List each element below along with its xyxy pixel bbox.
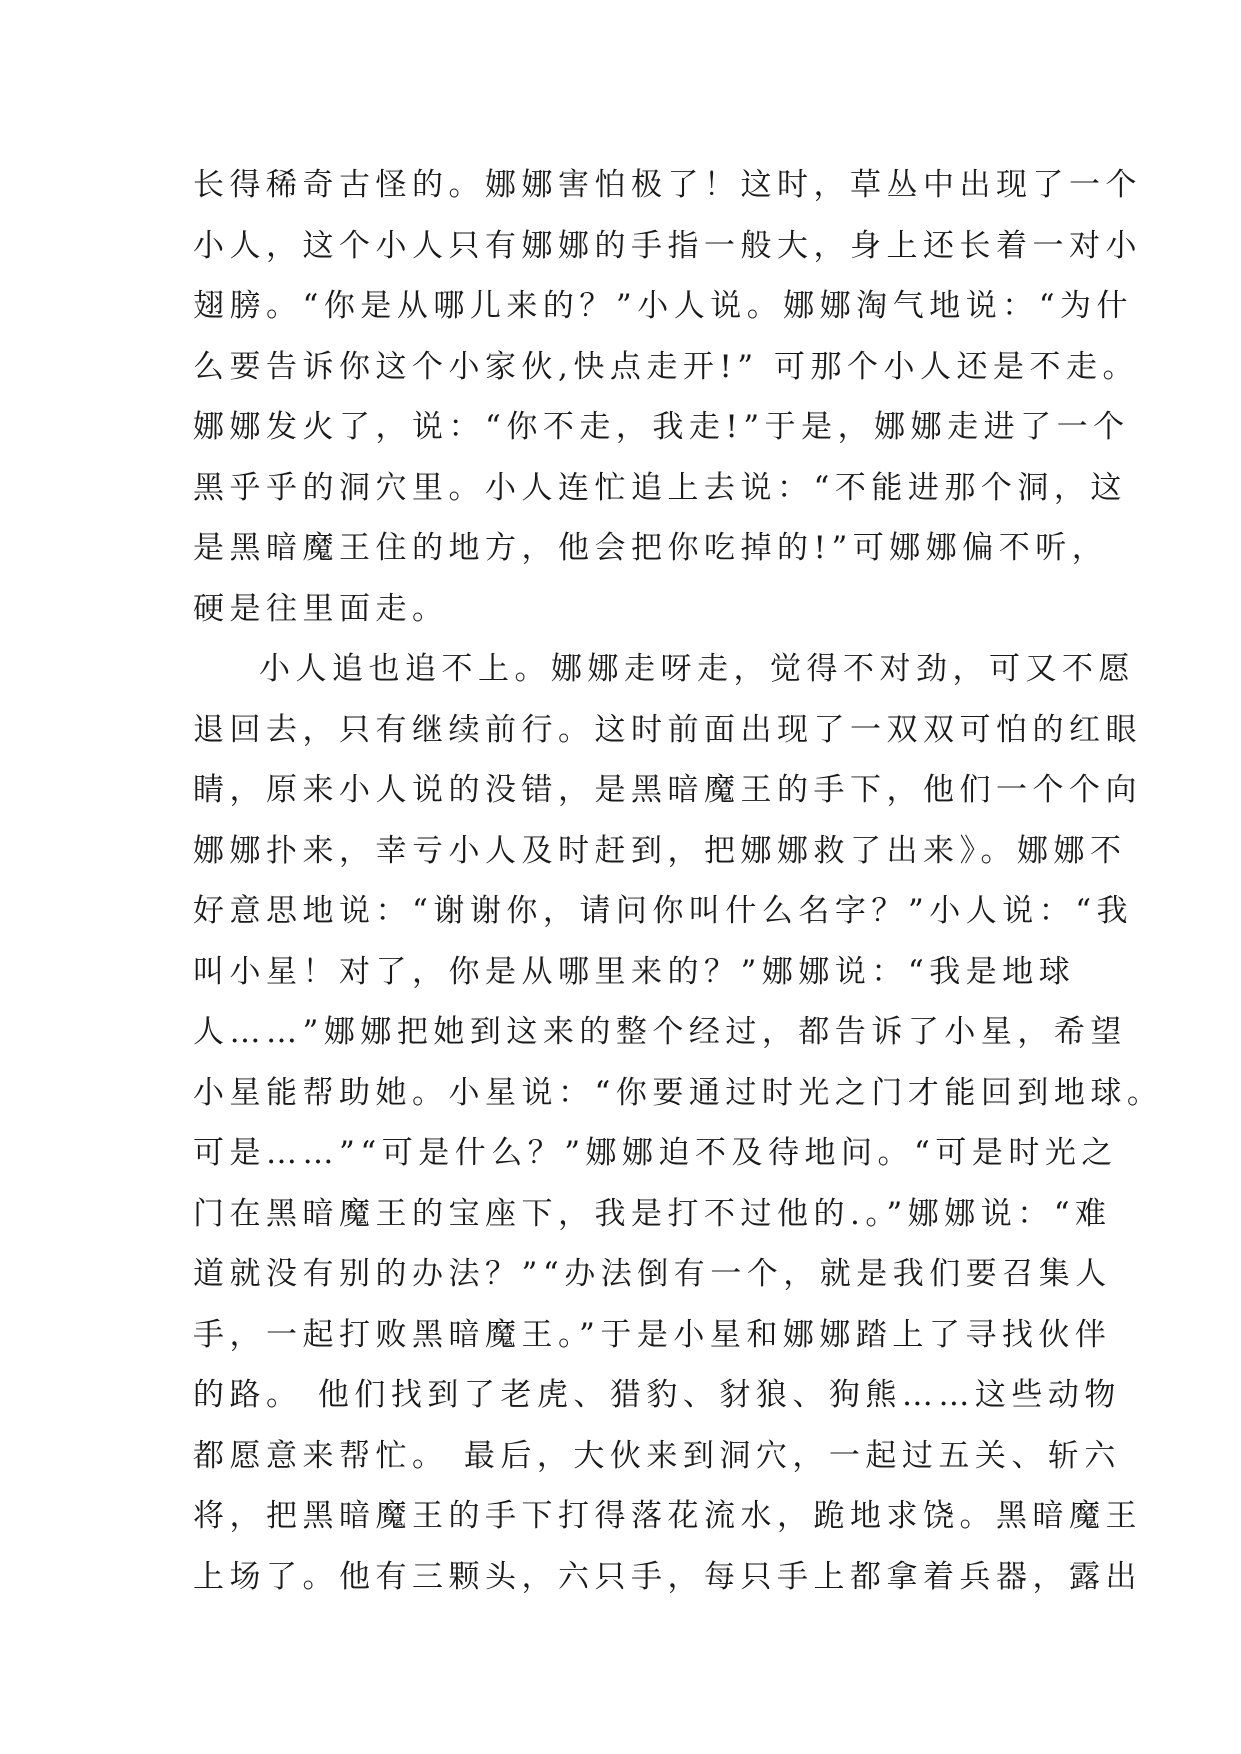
text-line: 硬是往里面走。 [193,590,449,627]
text-line: 门在黑暗魔王的宝座下，我是打不过他的.。”娜娜说：“难 [193,1195,1112,1232]
text-line: 道就没有别的办法？”“办法倒有一个，就是我们要召集人 [193,1256,1112,1292]
paragraph-2 [193,639,1164,1607]
text-line: 小人追也追不上。娜娜走呀走，觉得不对劲，可又不愿 [259,651,1135,687]
text-line: 娜娜扑来，幸亏小人及时赶到，把娜娜救了出来》。娜娜不 [193,832,1127,869]
text-line: 的路。 他们找到了老虎、猎豹、豺狼、狗熊……这些动物 [193,1377,1121,1413]
text-line: 手，一起打败黑暗魔王。”于是小星和娜娜踏上了寻找伙伴 [193,1316,1112,1353]
text-line: 可是……”“可是什么？”娜娜迫不及待地问。“可是时光之 [193,1135,1118,1171]
text-line: 将，把黑暗魔王的手下打得落花流水，跪地求饶。黑暗魔王 [193,1498,1142,1534]
text-line: 退回去，只有继续前行。这时前面出现了一双双可怕的红眼 [193,711,1142,748]
text-line: 翅膀。“你是从哪儿来的？”小人说。娜娜淘气地说：“为什 [193,288,1134,324]
text-line: 是黑暗魔王住的地方，他会把你吃掉的!”可娜娜偏不听， [193,530,1109,566]
paragraph-1 [193,155,1142,639]
text-line: 小人，这个小人只有娜娜的手指一般大，身上还长着一对小 [193,227,1142,264]
text-line: 好意思地说：“谢谢你，请问你叫什么名字？”小人说：“我 [193,893,1134,929]
text-line: 娜娜发火了，说：“你不走，我走!”于是，娜娜走进了一个 [193,409,1130,445]
text-line: 黑乎乎的洞穴里。小人连忙追上去说：“不能进那个洞，这 [193,469,1127,506]
text-line: 长得稀奇古怪的。娜娜害怕极了！这时，草丛中出现了一个 [193,167,1142,203]
text-line: 小星能帮助她。小星说：“你要通过时光之门才能回到地球。 [193,1074,1164,1111]
text-line: 都愿意来帮忙。 最后，大伙来到洞穴，一起过五关、斩六 [193,1437,1121,1474]
text-line: 么要告诉你这个小家伙,快点走开!” 可那个小人还是不走。 [193,348,1140,385]
text-line: 人……”娜娜把她到这来的整个经过，都告诉了小星，希望 [193,1014,1127,1050]
story-text [193,155,1164,1607]
text-line: 叫小星！对了，你是从哪里来的？”娜娜说：“我是地球 [193,953,1076,990]
text-line: 睛，原来小人说的没错，是黑暗魔王的手下，他们一个个向 [193,772,1142,808]
text-line: 上场了。他有三颗头，六只手，每只手上都拿着兵器，露出 [193,1558,1142,1595]
